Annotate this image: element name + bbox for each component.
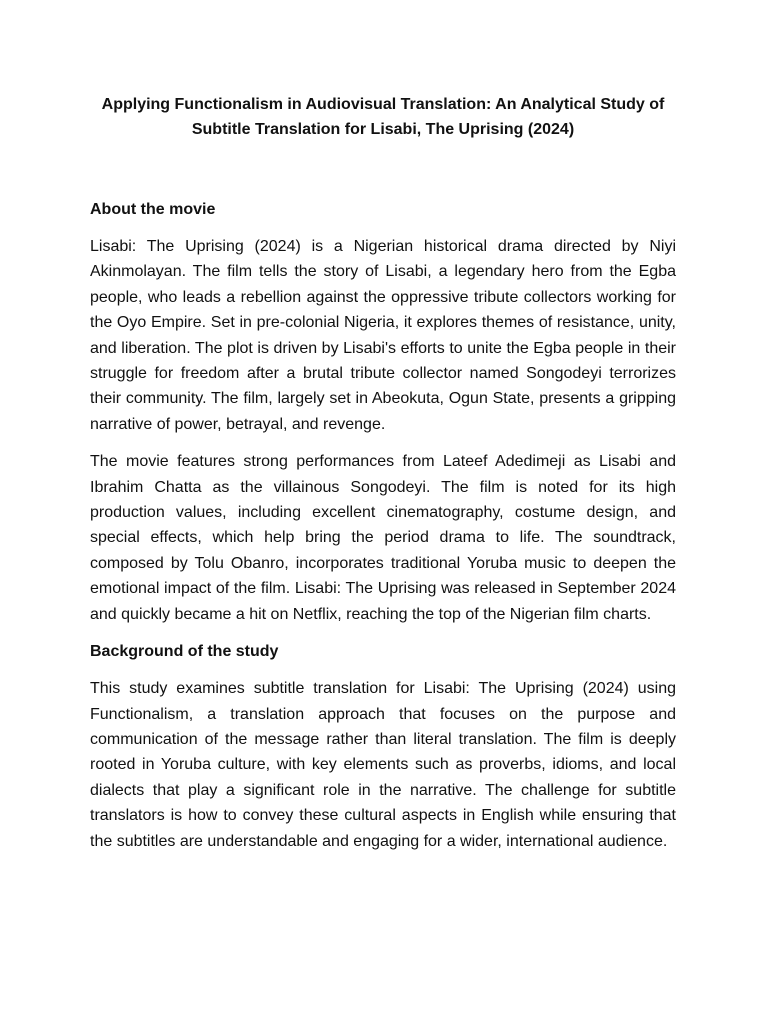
paragraph-movie-performances: The movie features strong performances from Lateef Adedimeji as Lisabi and Ibrahim Chatta as the villainous Songodeyi. The film is noted for its high production values, including excellent cinematography, costume design, and special effects, which help bring the period drama to life. The soundtrack, composed by Tolu Obanro, incorporates traditional Yoruba music to deepen the emotional impact of the film. Lisabi: The Uprising was released in September 2024 and quickly became a hit on Netflix, reaching the top of the Nigerian film charts. (90, 453, 676, 623)
paragraph-study-background: This study examines subtitle translation for Lisabi: The Uprising (2024) using Functionalism, a translation approach that focuses on the purpose and communication of the message rather than literal translation. The film is deeply rooted in Yoruba culture, with key elements such as proverbs, idioms, and local dialects that play a significant role in the narrative. The challenge for subtitle translators is how to convey these cultural aspects in English while ensuring that the subtitles are understandable and engaging for a wider, international audience. (90, 680, 676, 850)
section-heading-background-of-the-study: Background of the study (90, 643, 279, 661)
document-page (90, 92, 676, 866)
section-heading-about-the-movie: About the movie (90, 201, 216, 218)
paragraph-movie-summary: Lisabi: The Uprising (2024) is a Nigerian historical drama directed by Niyi Akinmolayan. The film tells the story of Lisabi, a legendary hero from the Egba people, who leads a rebellion against the oppressive tribute collectors working for the Oyo Empire. Set in pre-colonial Nigeria, it explores themes of resistance, unity, and liberation. The plot is driven by Lisabi's efforts to unite the Egba people in their struggle for freedom after a brutal tribute collector named Songodeyi terrorizes their community. The film, largely set in Abeokuta, Ogun State, presents a gripping narrative of power, betrayal, and revenge. (90, 238, 676, 433)
document-title: Applying Functionalism in Audiovisual Translation: An Analytical Study of Subtitle Translation for Lisabi, The Uprising (2024) (101, 96, 665, 138)
